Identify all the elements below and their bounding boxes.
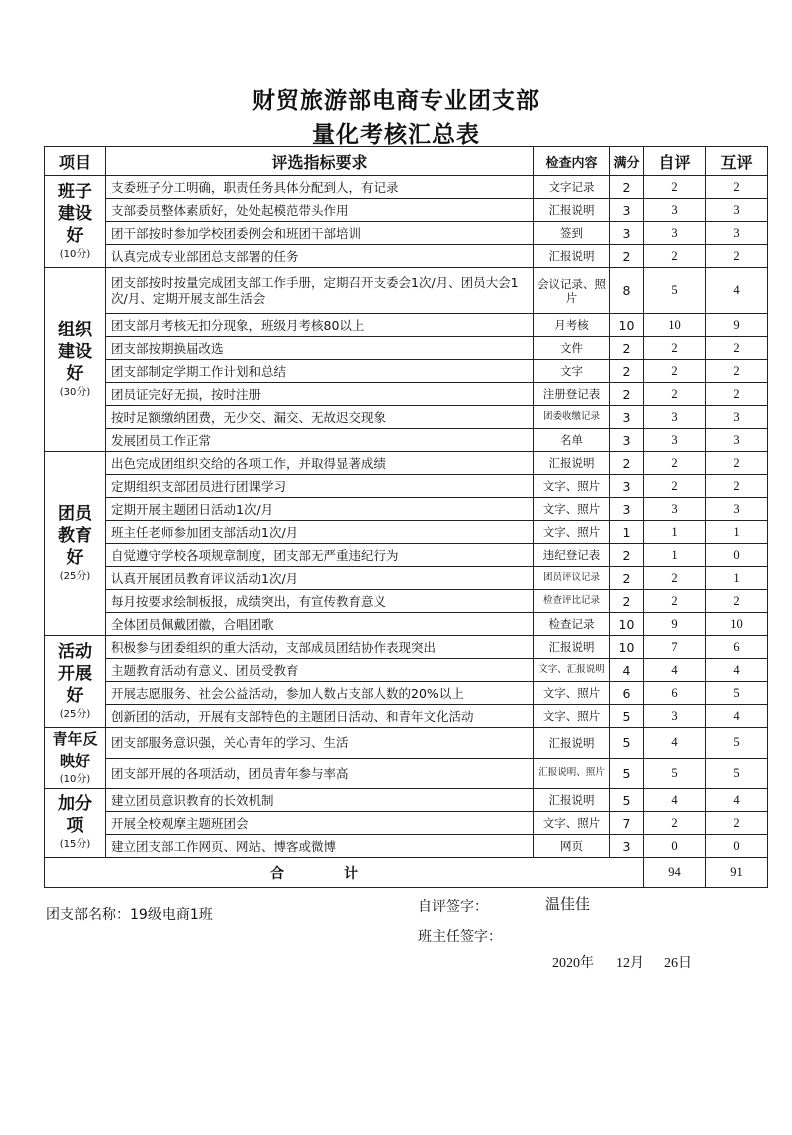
requirement-cell: 团支部制定学期工作计划和总结 bbox=[106, 360, 534, 383]
check-content-cell: 汇报说明 bbox=[534, 728, 610, 759]
self-score-cell: 1 bbox=[644, 544, 706, 567]
self-score-cell: 2 bbox=[644, 360, 706, 383]
check-content-cell: 文字、照片 bbox=[534, 475, 610, 498]
check-content-cell: 团委收缴记录 bbox=[534, 406, 610, 429]
check-content-cell: 汇报说明 bbox=[534, 636, 610, 659]
requirement-cell: 团支部月考核无扣分现象，班级月考核80以上 bbox=[106, 314, 534, 337]
full-score-cell: 3 bbox=[610, 835, 644, 858]
table-row bbox=[45, 521, 768, 544]
full-score-cell: 5 bbox=[610, 728, 644, 759]
requirement-cell: 团支部按时按量完成团支部工作手册，定期召开支委会1次/月、团员大会1次/月、定期开展支部生活会 bbox=[106, 268, 534, 314]
requirement-cell: 建立团支部工作网页、网站、博客或微博 bbox=[106, 835, 534, 858]
mutual-score-cell: 9 bbox=[706, 314, 768, 337]
project-cell bbox=[45, 268, 106, 452]
table-row bbox=[45, 337, 768, 360]
requirement-cell: 团支部按期换届改选 bbox=[106, 337, 534, 360]
mutual-score-cell: 3 bbox=[706, 498, 768, 521]
date-year: 2020年 bbox=[552, 956, 594, 971]
self-sign-label: 自评签字： bbox=[418, 899, 488, 915]
self-score-cell: 0 bbox=[644, 835, 706, 858]
project-points: (10分) bbox=[59, 774, 91, 785]
check-content-cell: 汇报说明 bbox=[534, 452, 610, 475]
self-score-cell: 2 bbox=[644, 452, 706, 475]
self-score-cell: 2 bbox=[644, 812, 706, 835]
table-row bbox=[45, 314, 768, 337]
self-score-cell: 2 bbox=[644, 567, 706, 590]
check-content-cell: 检查记录 bbox=[534, 613, 610, 636]
requirement-cell: 定期开展主题团日活动1次/月 bbox=[106, 498, 534, 521]
project-name: 组织建设好 bbox=[58, 319, 92, 384]
full-score-cell: 2 bbox=[610, 245, 644, 268]
project-points: (30分) bbox=[59, 386, 91, 398]
self-score-cell: 2 bbox=[644, 245, 706, 268]
requirement-cell: 自觉遵守学校各项规章制度，团支部无严重违纪行为 bbox=[106, 544, 534, 567]
self-score-cell: 2 bbox=[644, 590, 706, 613]
check-content-cell: 文字、照片 bbox=[534, 705, 610, 728]
table-row bbox=[45, 176, 768, 199]
project-cell bbox=[45, 728, 106, 789]
requirement-cell: 团支部开展的各项活动，团员青年参与率高 bbox=[106, 758, 534, 789]
table-row bbox=[45, 383, 768, 406]
self-score-cell: 3 bbox=[644, 406, 706, 429]
mutual-score-cell: 3 bbox=[706, 222, 768, 245]
check-content-cell: 文字、照片 bbox=[534, 682, 610, 705]
full-score-cell: 3 bbox=[610, 222, 644, 245]
full-score-cell: 7 bbox=[610, 812, 644, 835]
mutual-score-cell: 3 bbox=[706, 406, 768, 429]
full-score-cell: 2 bbox=[610, 176, 644, 199]
total-mutual-score: 91 bbox=[706, 858, 768, 888]
table-row bbox=[45, 475, 768, 498]
full-score-cell: 5 bbox=[610, 705, 644, 728]
full-score-cell: 3 bbox=[610, 498, 644, 521]
check-content-cell: 汇报说明 bbox=[534, 245, 610, 268]
full-score-cell: 4 bbox=[610, 659, 644, 682]
mutual-score-cell: 2 bbox=[706, 360, 768, 383]
self-score-cell: 3 bbox=[644, 429, 706, 452]
check-content-cell: 签到 bbox=[534, 222, 610, 245]
requirement-cell: 发展团员工作正常 bbox=[106, 429, 534, 452]
total-row bbox=[45, 858, 768, 888]
project-cell bbox=[45, 789, 106, 858]
full-score-cell: 3 bbox=[610, 475, 644, 498]
self-score-cell: 2 bbox=[644, 475, 706, 498]
requirement-cell: 团干部按时参加学校团委例会和班团干部培训 bbox=[106, 222, 534, 245]
table-row bbox=[45, 452, 768, 475]
header-project: 项目 bbox=[45, 147, 106, 176]
mutual-score-cell: 2 bbox=[706, 383, 768, 406]
full-score-cell: 2 bbox=[610, 452, 644, 475]
self-score-cell: 10 bbox=[644, 314, 706, 337]
check-content-cell: 文字、照片 bbox=[534, 498, 610, 521]
self-score-cell: 4 bbox=[644, 789, 706, 812]
mutual-score-cell: 2 bbox=[706, 245, 768, 268]
table-row bbox=[45, 268, 768, 314]
table-row bbox=[45, 705, 768, 728]
date-month: 12月 bbox=[616, 956, 644, 971]
project-points: (15分) bbox=[59, 839, 91, 850]
self-score-cell: 9 bbox=[644, 613, 706, 636]
requirement-cell: 定期组织支部团员进行团课学习 bbox=[106, 475, 534, 498]
self-score-cell: 3 bbox=[644, 705, 706, 728]
table-row bbox=[45, 682, 768, 705]
requirement-cell: 支委班子分工明确，职责任务具体分配到人，有记录 bbox=[106, 176, 534, 199]
requirement-cell: 开展全校观摩主题班团会 bbox=[106, 812, 534, 835]
requirement-cell: 创新团的活动，开展有支部特色的主题团日活动、和青年文化活动 bbox=[106, 705, 534, 728]
full-score-cell: 2 bbox=[610, 590, 644, 613]
check-content-cell: 名单 bbox=[534, 429, 610, 452]
mutual-score-cell: 2 bbox=[706, 812, 768, 835]
mutual-score-cell: 0 bbox=[706, 835, 768, 858]
full-score-cell: 3 bbox=[610, 429, 644, 452]
header-check: 检查内容 bbox=[534, 147, 610, 176]
table-row bbox=[45, 789, 768, 812]
full-score-cell: 10 bbox=[610, 636, 644, 659]
mutual-score-cell: 5 bbox=[706, 758, 768, 789]
requirement-cell: 主题教育活动有意义、团员受教育 bbox=[106, 659, 534, 682]
project-cell bbox=[45, 176, 106, 268]
project-cell bbox=[45, 452, 106, 636]
full-score-cell: 10 bbox=[610, 613, 644, 636]
table-row bbox=[45, 812, 768, 835]
requirement-cell: 支部委员整体素质好，处处起模范带头作用 bbox=[106, 199, 534, 222]
full-score-cell: 5 bbox=[610, 789, 644, 812]
self-score-cell: 5 bbox=[644, 758, 706, 789]
requirement-cell: 团支部服务意识强，关心青年的学习、生活 bbox=[106, 728, 534, 759]
check-content-cell: 文字 bbox=[534, 360, 610, 383]
self-score-cell: 3 bbox=[644, 222, 706, 245]
full-score-cell: 8 bbox=[610, 268, 644, 314]
mutual-score-cell: 1 bbox=[706, 521, 768, 544]
mutual-score-cell: 0 bbox=[706, 544, 768, 567]
table-row bbox=[45, 360, 768, 383]
table-header-row bbox=[45, 147, 768, 176]
project-name: 团员教育好 bbox=[58, 503, 92, 568]
mutual-score-cell: 10 bbox=[706, 613, 768, 636]
table-row bbox=[45, 406, 768, 429]
project-name: 活动开展好 bbox=[58, 641, 92, 706]
check-content-cell: 文字、照片 bbox=[534, 521, 610, 544]
header-self: 自评 bbox=[644, 147, 706, 176]
check-content-cell: 汇报说明 bbox=[534, 789, 610, 812]
full-score-cell: 2 bbox=[610, 383, 644, 406]
project-name: 加分项 bbox=[58, 794, 92, 836]
requirement-cell: 团员证完好无损，按时注册 bbox=[106, 383, 534, 406]
full-score-cell: 2 bbox=[610, 360, 644, 383]
mutual-score-cell: 5 bbox=[706, 682, 768, 705]
check-content-cell: 月考核 bbox=[534, 314, 610, 337]
check-content-cell: 汇报说明、照片 bbox=[534, 758, 610, 789]
requirement-cell: 每月按要求绘制板报，成绩突出，有宣传教育意义 bbox=[106, 590, 534, 613]
mutual-score-cell: 2 bbox=[706, 337, 768, 360]
check-content-cell: 汇报说明 bbox=[534, 199, 610, 222]
full-score-cell: 5 bbox=[610, 758, 644, 789]
full-score-cell: 2 bbox=[610, 544, 644, 567]
table-row bbox=[45, 659, 768, 682]
table-row bbox=[45, 835, 768, 858]
header-full: 满分 bbox=[610, 147, 644, 176]
mutual-score-cell: 2 bbox=[706, 452, 768, 475]
table-row bbox=[45, 758, 768, 789]
mutual-score-cell: 6 bbox=[706, 636, 768, 659]
table-row bbox=[45, 544, 768, 567]
table-row bbox=[45, 636, 768, 659]
project-name: 班子建设好 bbox=[58, 181, 92, 246]
table-row bbox=[45, 567, 768, 590]
full-score-cell: 3 bbox=[610, 406, 644, 429]
document-title: 财贸旅游部电商专业团支部 bbox=[252, 88, 540, 114]
project-points: (25分) bbox=[59, 570, 91, 582]
mutual-score-cell: 5 bbox=[706, 728, 768, 759]
check-content-cell: 文字、汇报说明 bbox=[534, 659, 610, 682]
check-content-cell: 文件 bbox=[534, 337, 610, 360]
requirement-cell: 建立团员意识教育的长效机制 bbox=[106, 789, 534, 812]
table-row bbox=[45, 728, 768, 759]
self-score-cell: 5 bbox=[644, 268, 706, 314]
project-points: (10分) bbox=[59, 248, 91, 260]
mutual-score-cell: 4 bbox=[706, 659, 768, 682]
mutual-score-cell: 4 bbox=[706, 789, 768, 812]
table-row bbox=[45, 590, 768, 613]
self-score-cell: 4 bbox=[644, 659, 706, 682]
requirement-cell: 认真完成专业部团总支部署的任务 bbox=[106, 245, 534, 268]
self-score-cell: 2 bbox=[644, 337, 706, 360]
total-self-score: 94 bbox=[644, 858, 706, 888]
requirement-cell: 认真开展团员教育评议活动1次/月 bbox=[106, 567, 534, 590]
mutual-score-cell: 2 bbox=[706, 590, 768, 613]
total-label: 合计 bbox=[45, 858, 644, 888]
self-score-cell: 1 bbox=[644, 521, 706, 544]
mutual-score-cell: 2 bbox=[706, 176, 768, 199]
mutual-score-cell: 4 bbox=[706, 705, 768, 728]
check-content-cell: 违纪登记表 bbox=[534, 544, 610, 567]
self-score-cell: 4 bbox=[644, 728, 706, 759]
check-content-cell: 网页 bbox=[534, 835, 610, 858]
full-score-cell: 3 bbox=[610, 199, 644, 222]
mutual-score-cell: 3 bbox=[706, 199, 768, 222]
date-day: 26日 bbox=[664, 956, 692, 971]
table-row bbox=[45, 245, 768, 268]
self-score-cell: 2 bbox=[644, 383, 706, 406]
project-cell bbox=[45, 636, 106, 728]
check-content-cell: 团员评议记录 bbox=[534, 567, 610, 590]
requirement-cell: 出色完成团组织交给的各项工作，并取得显著成绩 bbox=[106, 452, 534, 475]
requirement-cell: 积极参与团委组织的重大活动，支部成员团结协作表现突出 bbox=[106, 636, 534, 659]
full-score-cell: 2 bbox=[610, 567, 644, 590]
teacher-sign-label: 班主任签字： bbox=[418, 929, 502, 945]
mutual-score-cell: 1 bbox=[706, 567, 768, 590]
check-content-cell: 注册登记表 bbox=[534, 383, 610, 406]
header-mutual: 互评 bbox=[706, 147, 768, 176]
check-content-cell: 会议记录、照片 bbox=[534, 268, 610, 314]
full-score-cell: 1 bbox=[610, 521, 644, 544]
header-requirement: 评选指标要求 bbox=[106, 147, 534, 176]
table-row bbox=[45, 222, 768, 245]
mutual-score-cell: 3 bbox=[706, 429, 768, 452]
check-content-cell: 检查评比记录 bbox=[534, 590, 610, 613]
table-row bbox=[45, 429, 768, 452]
table-body bbox=[45, 176, 768, 858]
document-subtitle: 量化考核汇总表 bbox=[312, 122, 480, 148]
requirement-cell: 全体团员佩戴团徽，合唱团歌 bbox=[106, 613, 534, 636]
mutual-score-cell: 4 bbox=[706, 268, 768, 314]
full-score-cell: 2 bbox=[610, 337, 644, 360]
check-content-cell: 文字、照片 bbox=[534, 812, 610, 835]
self-sign-name: 温佳佳 bbox=[545, 895, 591, 913]
mutual-score-cell: 2 bbox=[706, 475, 768, 498]
assessment-table bbox=[44, 146, 768, 888]
self-score-cell: 2 bbox=[644, 176, 706, 199]
full-score-cell: 10 bbox=[610, 314, 644, 337]
self-score-cell: 7 bbox=[644, 636, 706, 659]
table-row bbox=[45, 199, 768, 222]
project-points: (25分) bbox=[59, 708, 91, 720]
check-content-cell: 文字记录 bbox=[534, 176, 610, 199]
full-score-cell: 6 bbox=[610, 682, 644, 705]
branch-name: 团支部名称：19级电商1班 bbox=[46, 907, 213, 923]
table-row bbox=[45, 498, 768, 521]
requirement-cell: 按时足额缴纳团费，无少交、漏交、无故迟交现象 bbox=[106, 406, 534, 429]
self-score-cell: 6 bbox=[644, 682, 706, 705]
self-score-cell: 3 bbox=[644, 199, 706, 222]
table-row bbox=[45, 613, 768, 636]
project-name: 青年反映好 bbox=[52, 730, 98, 770]
requirement-cell: 班主任老师参加团支部活动1次/月 bbox=[106, 521, 534, 544]
self-score-cell: 3 bbox=[644, 498, 706, 521]
requirement-cell: 开展志愿服务、社会公益活动，参加人数占支部人数的20%以上 bbox=[106, 682, 534, 705]
